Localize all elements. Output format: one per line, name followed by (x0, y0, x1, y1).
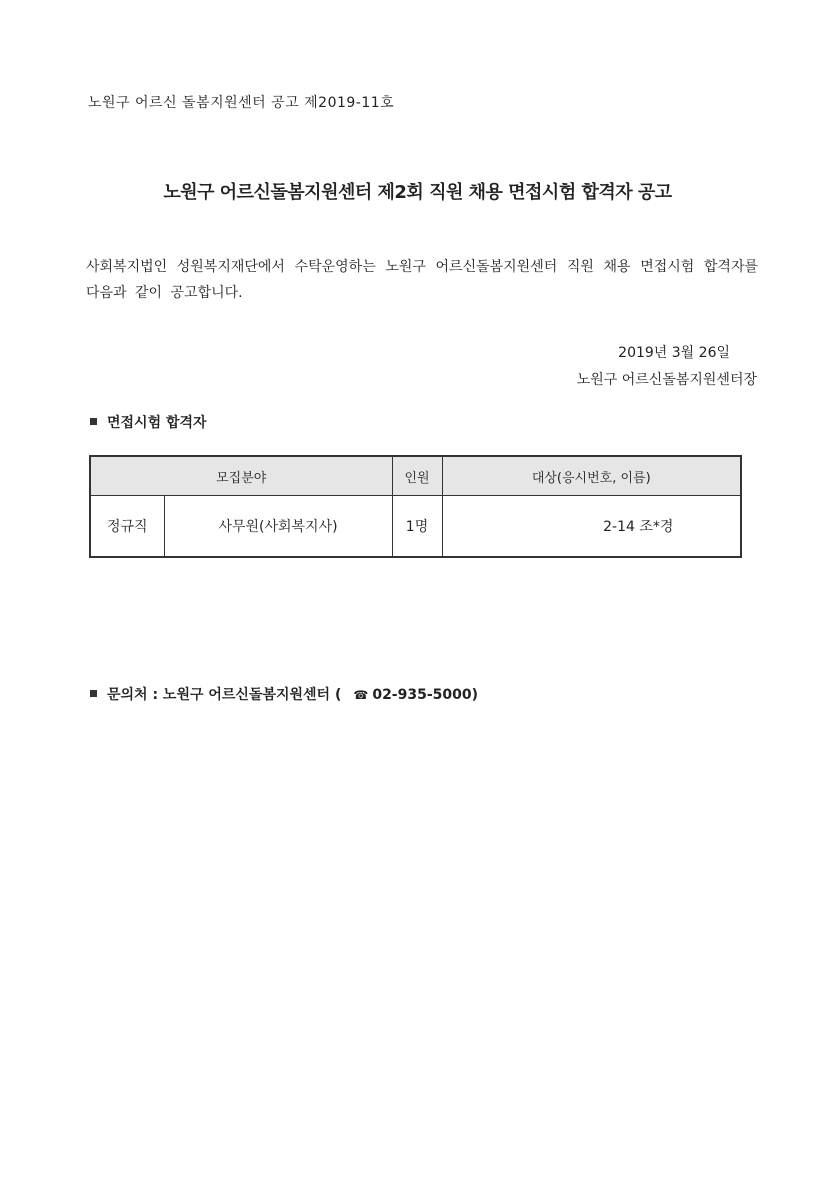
results-table (89, 455, 742, 558)
table-header-row (90, 456, 741, 496)
contact-line: 문의처 : 노원구 어르신돌봄지원센터 ( ☎ 02-935-5000) (90, 684, 478, 704)
section-heading (90, 412, 207, 432)
notice-number: 노원구 어르신 돌봄지원센터 공고 제2019-11호 (88, 95, 395, 111)
cell-position: 사무원(사회복지사) (164, 496, 392, 558)
square-bullet-icon (90, 418, 97, 425)
contact-label: 문의처 : (107, 687, 159, 703)
page-title: 노원구 어르신돌봄지원센터 제2회 직원 채용 면접시험 합격자 공고 (163, 182, 672, 203)
contact-org: 노원구 어르신돌봄지원센터 (162, 687, 331, 703)
phone-icon: ☎ (353, 688, 369, 702)
header-count: 인원 (392, 456, 442, 496)
issuer-block (577, 340, 757, 394)
cell-applicant: 2-14 조*경 (442, 496, 741, 558)
table-row (90, 496, 741, 558)
contact-phone: 02-935-5000 (372, 687, 472, 703)
section-heading-label: 면접시험 합격자 (107, 415, 207, 431)
cell-employment-type: 정규직 (90, 496, 164, 558)
issue-date: 2019년 3월 26일 (618, 345, 730, 361)
announcement-body: 사회복지법인 성원복지재단에서 수탁운영하는 노원구 어르신돌봄지원센터 직원 채용 면접시험 합격자를 다음과 같이 공고합니다. (86, 259, 758, 301)
issuer-name: 노원구 어르신돌봄지원센터장 (576, 372, 757, 388)
header-target: 대상(응시번호, 이름) (442, 456, 741, 496)
square-bullet-icon (90, 690, 97, 697)
cell-count: 1명 (392, 496, 442, 558)
header-field: 모집분야 (90, 456, 392, 496)
